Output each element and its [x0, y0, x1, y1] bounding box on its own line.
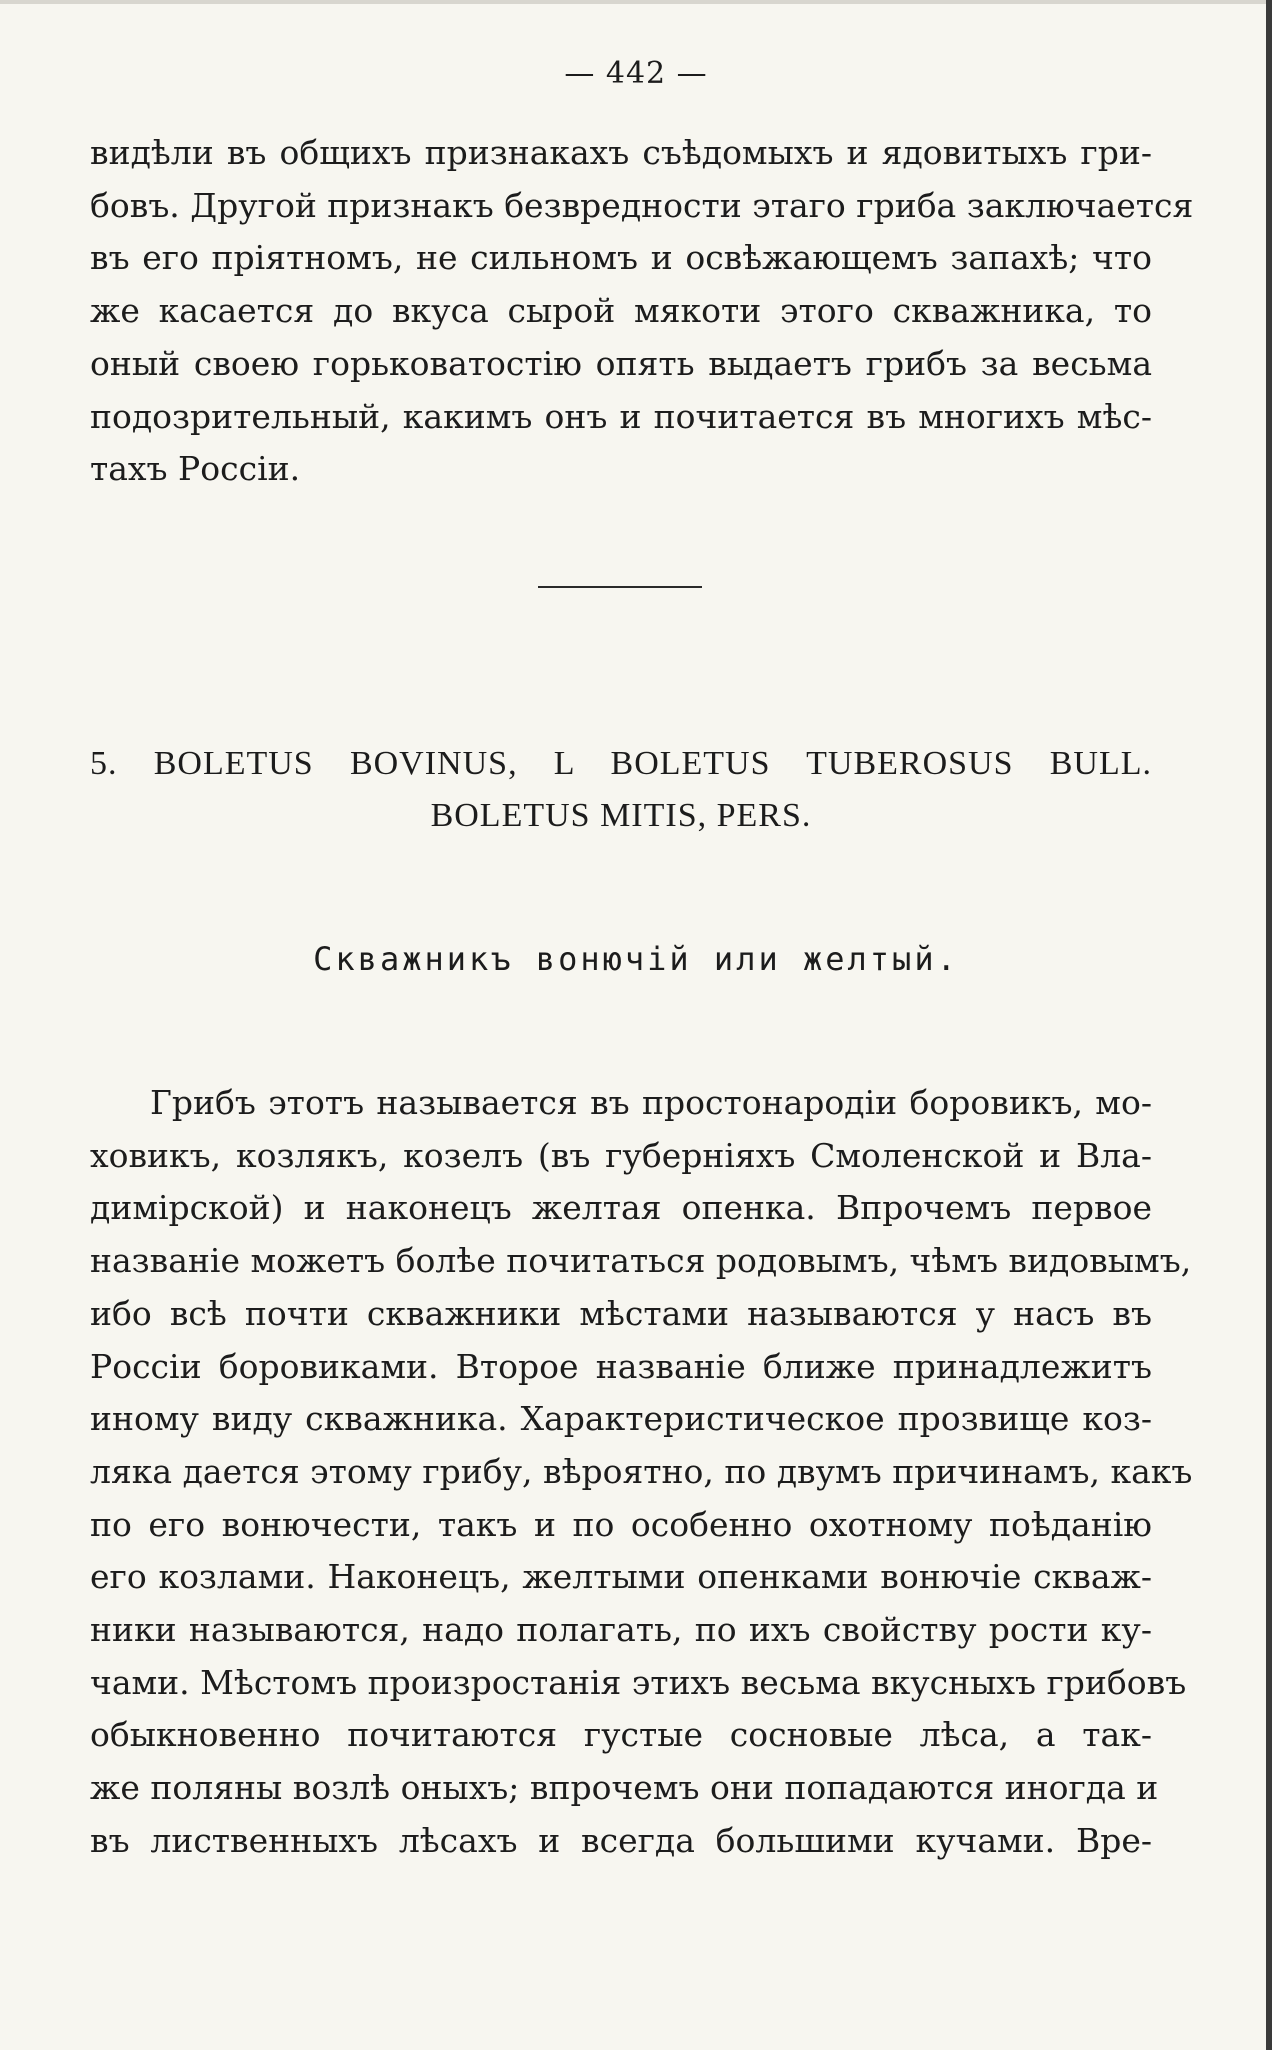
text-line: его козлами. Наконецъ, желтыми опенками вонючіе сквaж-: [90, 1557, 1152, 1597]
text-line: бовъ. Другой признакъ безвредности этаго гриба заключается: [90, 185, 1194, 225]
section-heading: 5. BOLETUS BOVINUS, L BOLETUS TUBEROSUS BULL.: [90, 745, 1152, 782]
text-line: чами. Мѣстомъ произростанія этихъ весьма вкусныхъ грибовъ: [90, 1662, 1187, 1702]
page-number: — 442 —: [564, 56, 708, 91]
text-line: тахъ Россіи.: [90, 449, 301, 489]
text-line: въ лиственныхъ лѣсахъ и всегда большими кучами. Вре-: [90, 1820, 1152, 1860]
text-line: ляка дается этому грибу, вѣроятно, по двумъ причинамъ, какъ: [90, 1451, 1193, 1491]
text-line: подозрительный, какимъ онъ и почитается въ многихъ мѣс-: [90, 396, 1152, 436]
section-divider: [538, 586, 702, 588]
text-line: ибо всѣ почти скважники мѣстами называются у насъ въ: [90, 1293, 1152, 1333]
text-line: по его вонючести, такъ и по особенно охотному поѣданію: [90, 1504, 1152, 1544]
text-line: названіе можетъ болѣе почитаться родовымъ, чѣмъ видовымъ,: [90, 1241, 1192, 1281]
text-line: димірской) и наконецъ желтая опенка. Впрочемъ первое: [90, 1188, 1152, 1228]
text-line: оный своею горьковатостію опять выдаетъ грибъ за весьма: [90, 343, 1152, 383]
text-line: ники называются, надо полагать, по ихъ свойству рости ку-: [90, 1610, 1152, 1650]
text-line: же поляны возлѣ оныхъ; впрочемъ они попадаются иногда и: [90, 1768, 1159, 1808]
section-subheading: Скважникъ вонючій или желтый.: [313, 940, 959, 978]
text-line: Грибъ этотъ называется въ простонародіи боровикъ, мо-: [150, 1083, 1152, 1122]
paragraph-continued: [90, 127, 1194, 496]
text-line: въ его пріятномъ, не сильномъ и освѣжающемъ запахѣ; что: [90, 238, 1152, 278]
text-line: Россіи боровиками. Второе названіе ближе принадлежитъ: [90, 1346, 1152, 1386]
page-right-edge: [1266, 0, 1272, 2050]
text-line: видѣли въ общихъ признакахъ съѣдомыхъ и ядовитыхъ гри-: [90, 133, 1152, 172]
text-line: обыкновенно почитаются густые сосновые лѣса, а так-: [90, 1715, 1152, 1755]
section-heading-continued: BOLETUS MITIS, PERS.: [430, 797, 812, 834]
text-line: же касается до вкуса сырой мякоти этого скважника, то: [90, 291, 1152, 331]
page-top-edge: [0, 0, 1272, 4]
paragraph-body: [90, 1077, 1193, 1868]
text-line: иному виду скважника. Характеристическое прозвище коз-: [90, 1399, 1152, 1439]
text-line: ховикъ, козлякъ, козелъ (въ губерніяхъ Смоленской и Вла-: [90, 1135, 1152, 1175]
